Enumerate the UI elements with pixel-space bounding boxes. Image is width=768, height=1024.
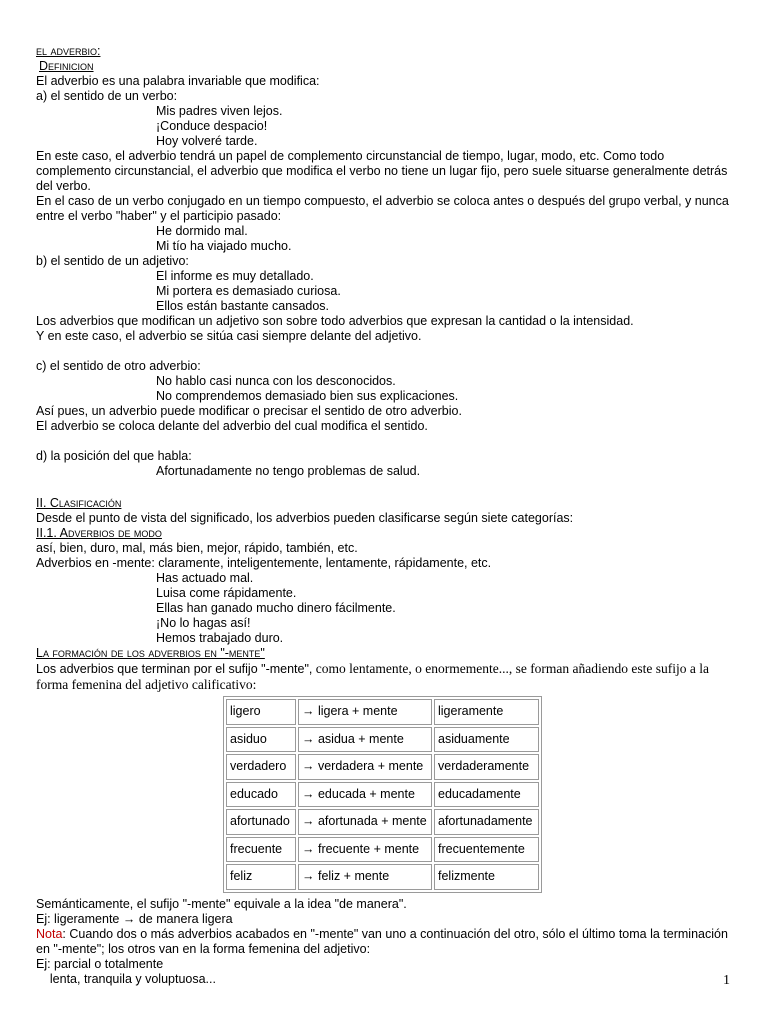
paragraph: El adverbio es una palabra invariable que modifica:	[36, 74, 320, 88]
example-line: Ellos están bastante cansados.	[156, 299, 330, 313]
table-row	[226, 837, 539, 863]
table-cell-adverb: asiduamente	[434, 727, 539, 753]
example-line: No comprendemos demasiado bien sus explicaciones.	[156, 389, 459, 403]
example-line: ¡No lo hagas así!	[156, 616, 251, 630]
table-row	[226, 754, 539, 780]
document-body	[36, 44, 736, 987]
note-label: Nota	[36, 926, 63, 941]
paragraph: Así pues, un adverbio puede modificar o precisar el sentido de otro adverbio.	[36, 404, 462, 418]
table-cell-adjective: ligero	[226, 699, 296, 725]
table-cell-adverb: educadamente	[434, 782, 539, 808]
note-text: : Cuando dos o más adverbios acabados en "-mente" van uno a continuación del otro, sólo el último toma la terminación en "-mente"; los otros van en la forma femenina del adjetivo:	[36, 926, 728, 956]
table-cell-formula: → verdadera + mente	[298, 754, 432, 780]
section-title: el adverbio:	[36, 44, 101, 58]
example-line: Mi portera es demasiado curiosa.	[156, 284, 341, 298]
paragraph: En este caso, el adverbio tendrá un papel de complemento circunstancial de tiempo, lugar, modo, etc. Como todo complemento circunstancial, el adverbio que modifica el verbo no tiene un lugar fijo, pero suele situarse generalmente detrás del verbo.	[36, 149, 728, 193]
table-cell-formula: → frecuente + mente	[298, 837, 432, 863]
paragraph: Y en este caso, el adverbio se sitúa casi siempre delante del adjetivo.	[36, 329, 422, 343]
paragraph: Adverbios en -mente: claramente, inteligentemente, lentamente, rápidamente, etc.	[36, 556, 492, 570]
table-cell-adverb: ligeramente	[434, 699, 539, 725]
table-row	[226, 864, 539, 890]
table-cell-adjective: frecuente	[226, 837, 296, 863]
table-cell-adjective: verdadero	[226, 754, 296, 780]
item-label: b) el sentido de un adjetivo:	[36, 254, 189, 268]
table-cell-adjective: afortunado	[226, 809, 296, 835]
example-line: Has actuado mal.	[156, 571, 254, 585]
example-line: No hablo casi nunca con los desconocidos.	[156, 374, 396, 388]
formation-table	[223, 696, 542, 893]
paragraph-rest: como lentamente, o enormemente..., se forman añadiendo este sufijo a la forma femenina del adjetivo calificativo:	[36, 661, 709, 692]
example-line: El informe es muy detallado.	[156, 269, 314, 283]
section-title: La formación de los adverbios en "-mente"	[36, 646, 265, 660]
table-cell-adverb: felizmente	[434, 864, 539, 890]
paragraph: Los adverbios que modifican un adjetivo son sobre todo adverbios que expresan la cantidad o la intensidad.	[36, 314, 634, 328]
paragraph: Semánticamente, el sufijo "-mente" equivale a la idea "de manera".	[36, 896, 407, 911]
example-line: Ej: ligeramente → de manera ligera	[36, 911, 233, 926]
table-row	[226, 809, 539, 835]
example-line: Ellas han ganado mucho dinero fácilmente.	[156, 601, 396, 615]
example-line: Mi tío ha viajado mucho.	[156, 239, 292, 253]
table-cell-adverb: frecuentemente	[434, 837, 539, 863]
table-cell-adjective: educado	[226, 782, 296, 808]
table-cell-adverb: verdaderamente	[434, 754, 539, 780]
table-cell-formula: → feliz + mente	[298, 864, 432, 890]
table-row	[226, 782, 539, 808]
example-line: lenta, tranquila y voluptuosa...	[36, 971, 216, 986]
example-line: Afortunadamente no tengo problemas de salud.	[156, 464, 421, 478]
table-cell-formula: → ligera + mente	[298, 699, 432, 725]
page-number: 1	[723, 973, 730, 988]
example-line: Mis padres viven lejos.	[156, 104, 283, 118]
section-subtitle: Definicion	[39, 59, 94, 73]
table-row	[226, 727, 539, 753]
paragraph: así, bien, duro, mal, más bien, mejor, rápido, también, etc.	[36, 541, 358, 555]
item-label: a) el sentido de un verbo:	[36, 89, 178, 103]
item-label: c) el sentido de otro adverbio:	[36, 359, 201, 373]
example-line: Hemos trabajado duro.	[156, 631, 284, 645]
example-line: He dormido mal.	[156, 224, 248, 238]
example-line: Hoy volveré tarde.	[156, 134, 258, 148]
table-row	[226, 699, 539, 725]
table-cell-adjective: asiduo	[226, 727, 296, 753]
table-cell-adjective: feliz	[226, 864, 296, 890]
paragraph-start: Los adverbios que terminan por el sufijo "-mente",	[36, 662, 313, 676]
paragraph: Desde el punto de vista del significado, los adverbios pueden clasificarse según siete categorías:	[36, 511, 574, 525]
paragraph: El adverbio se coloca delante del adverbio del cual modifica el sentido.	[36, 419, 428, 433]
table-cell-formula: → asidua + mente	[298, 727, 432, 753]
note-paragraph	[36, 927, 736, 957]
example-line: Luisa come rápidamente.	[156, 586, 297, 600]
example-line: ¡Conduce despacio!	[156, 119, 268, 133]
paragraph	[36, 661, 736, 693]
table-cell-formula: → educada + mente	[298, 782, 432, 808]
subsection-title: II.1. Adverbios de modo	[36, 526, 162, 540]
section-title: II. Clasificación	[36, 496, 122, 510]
table-cell-adverb: afortunadamente	[434, 809, 539, 835]
paragraph: En el caso de un verbo conjugado en un tiempo compuesto, el adverbio se coloca antes o después del grupo verbal, y nunca entre el verbo "haber" y el participio pasado:	[36, 194, 729, 223]
item-label: d) la posición del que habla:	[36, 449, 192, 463]
example-line: Ej: parcial o totalmente	[36, 956, 164, 971]
table-cell-formula: → afortunada + mente	[298, 809, 432, 835]
